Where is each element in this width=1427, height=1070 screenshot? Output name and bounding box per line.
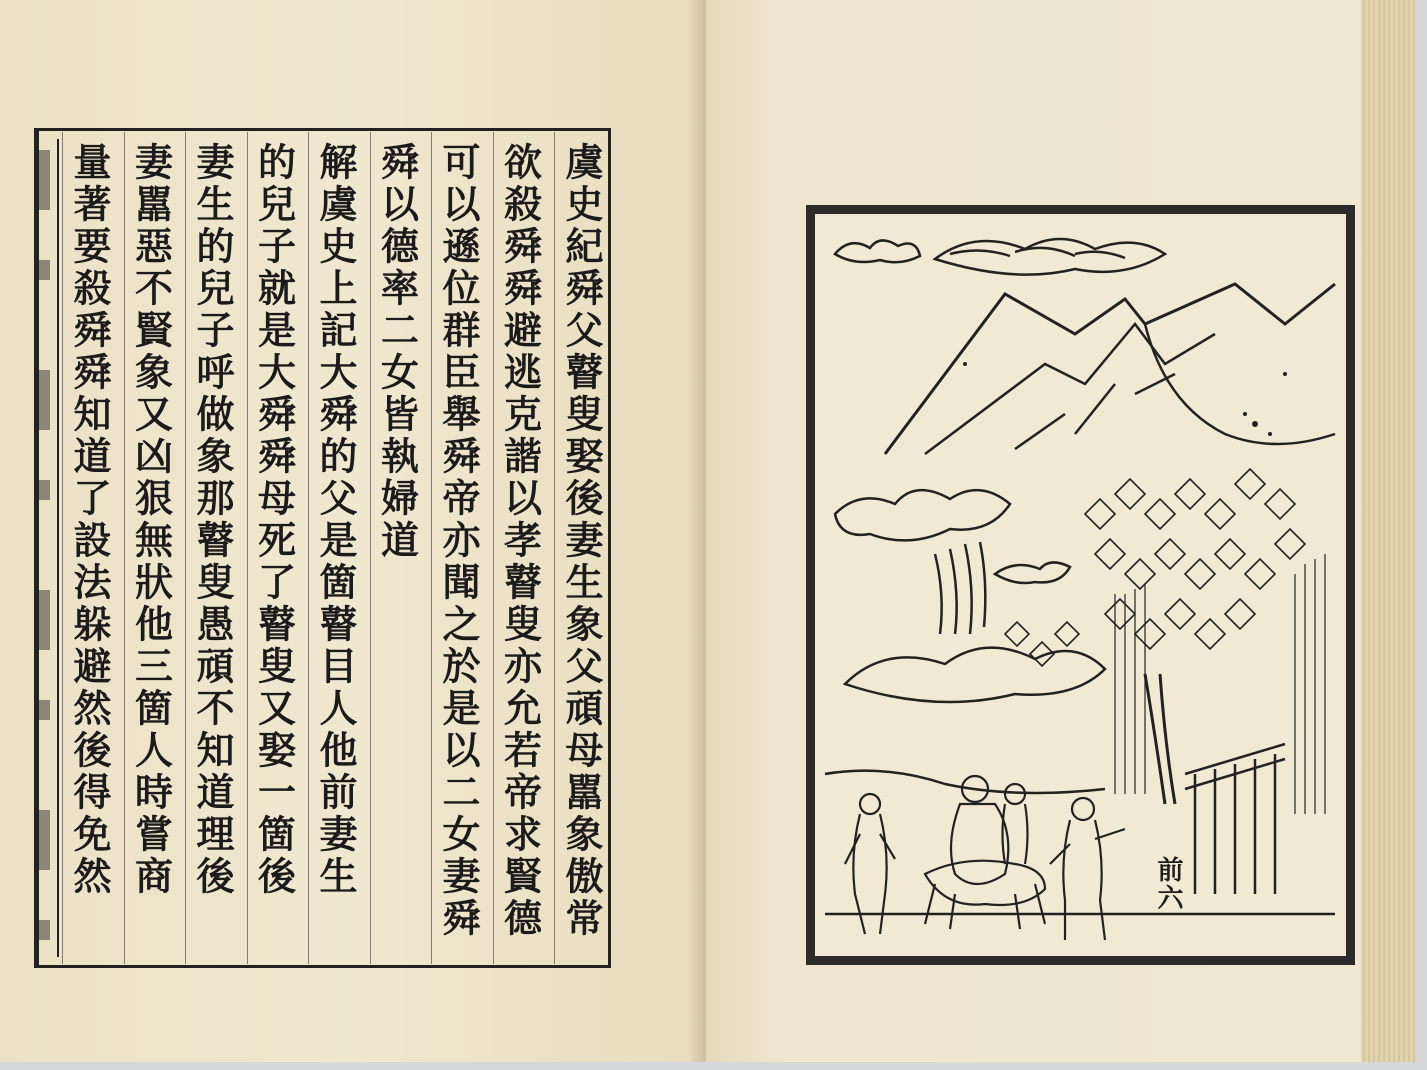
frame-rule [57,139,59,957]
page-stack-edge [1361,0,1416,1062]
text-columns [62,132,608,964]
left-page [0,0,707,1062]
text-column-5: 解虞史上記大舜的父是箇瞽目人他前妻生 [308,132,362,964]
woodblock-illustration [806,205,1355,965]
text-column-7: 妻生的兒子呼做象那瞽叟愚頑不知道理後 [185,132,239,964]
plate-label: 前六 [1153,856,1183,912]
text-column-8: 妻嚚惡不賢象又凶狠無狀他三箇人時嘗商 [124,132,178,964]
text-column-3: 可以遜位群臣舉舜帝亦聞之於是以二女妻舜 [431,132,485,964]
text-column-4: 舜以德率二女皆執婦道 [370,132,424,964]
text-column-1: 虞史紀舜父瞽叟娶後妻生象父頑母嚚象傲常 [554,132,608,964]
text-column-9: 量著要殺舜舜知道了設法躲避然後得免然 [62,132,116,964]
text-column-6: 的兒子就是大舜舜母死了瞽叟又娶一箇後 [247,132,301,964]
illustration-drawing [815,214,1346,956]
text-column-2: 欲殺舜舜避逃克諧以孝瞽叟亦允若帝求賢德 [493,132,547,964]
